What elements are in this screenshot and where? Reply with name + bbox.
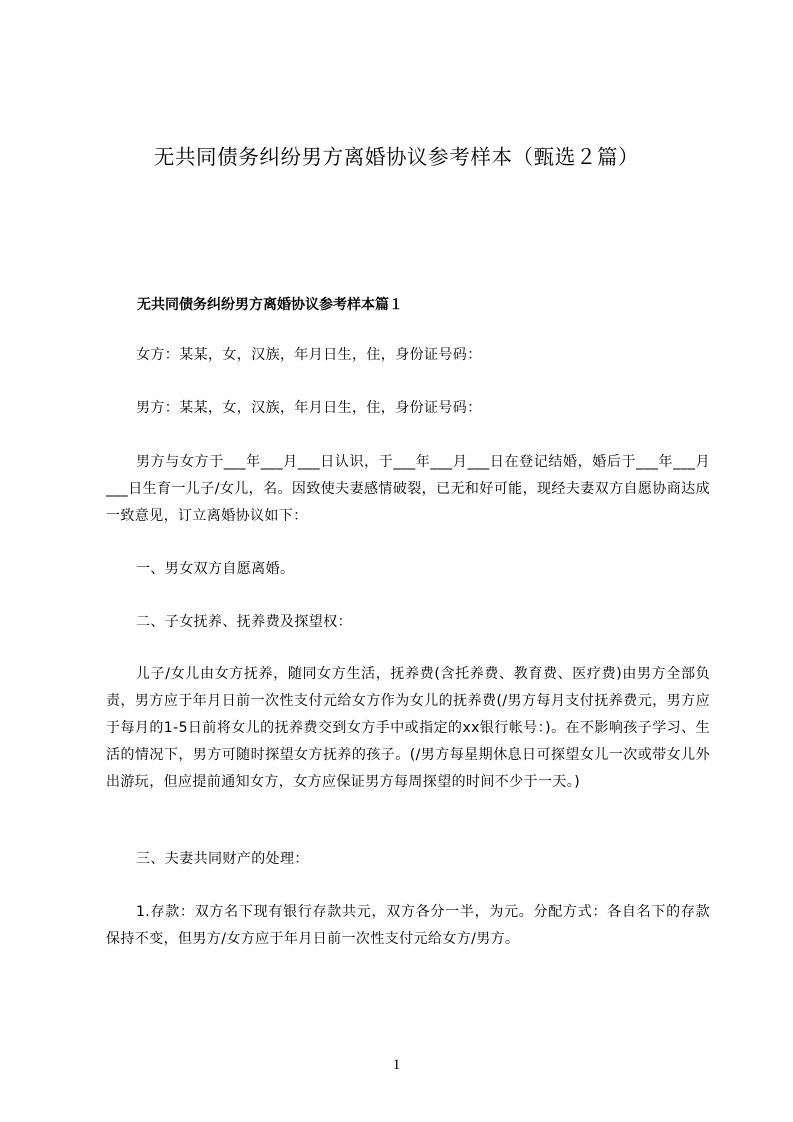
paragraph-background: 男方与女方于___年___月___日认识，于___年___月___日在登记结婚，婚后于___年___月___日生育一儿子/女儿，名。因致使夫妻感情破裂，已无和好可能，现经夫妻双方自愿协商达成一致意见，订立离婚协议如下： bbox=[106, 454, 710, 524]
paragraph-clause-3-heading: 三、夫妻共同财产的处理： bbox=[136, 851, 309, 867]
document-title: 无共同债务纠纷男方离婚协议参考样本（甄选２篇） bbox=[153, 145, 640, 169]
section-heading: 无共同债务纠纷男方离婚协议参考样本篇１ bbox=[137, 297, 403, 313]
paragraph-child-custody: 儿子/女儿由女方抚养，随同女方生活，抚养费(含托养费、教育费、医疗费)由男方全部负责，男方应于年月日前一次性支付元给女方作为女儿的抚养费(/男方每月支付抚养费元，男方应于每月的1-5日前将女儿的抚养费交到女方手中或指定的xx银行帐号：)。在不影响孩子学习、生活的情况下，男方可随时探望女方抚养的孩子。(/男方每星期休息日可探望女儿一次或带女儿外出游玩，但应提前通知女方，女方应保证男方每周探望的时间不少于一天。) bbox=[106, 666, 710, 790]
paragraph-female-party: 女方：某某，女，汉族，年月日生，住，身份证号码： bbox=[136, 347, 482, 363]
page-number: 1 bbox=[392, 1057, 401, 1073]
paragraph-male-party: 男方：某某，女，汉族，年月日生，住，身份证号码： bbox=[136, 400, 482, 416]
paragraph-clause-1: 一、男女双方自愿离婚。 bbox=[136, 561, 295, 577]
paragraph-deposits: 1.存款：双方名下现有银行存款共元，双方各分一半，为元。分配方式：各自名下的存款保持不变，但男方/女方应于年月日前一次性支付元给女方/男方。 bbox=[106, 904, 710, 947]
paragraph-clause-2-heading: 二、子女抚养、抚养费及探望权： bbox=[136, 614, 352, 630]
